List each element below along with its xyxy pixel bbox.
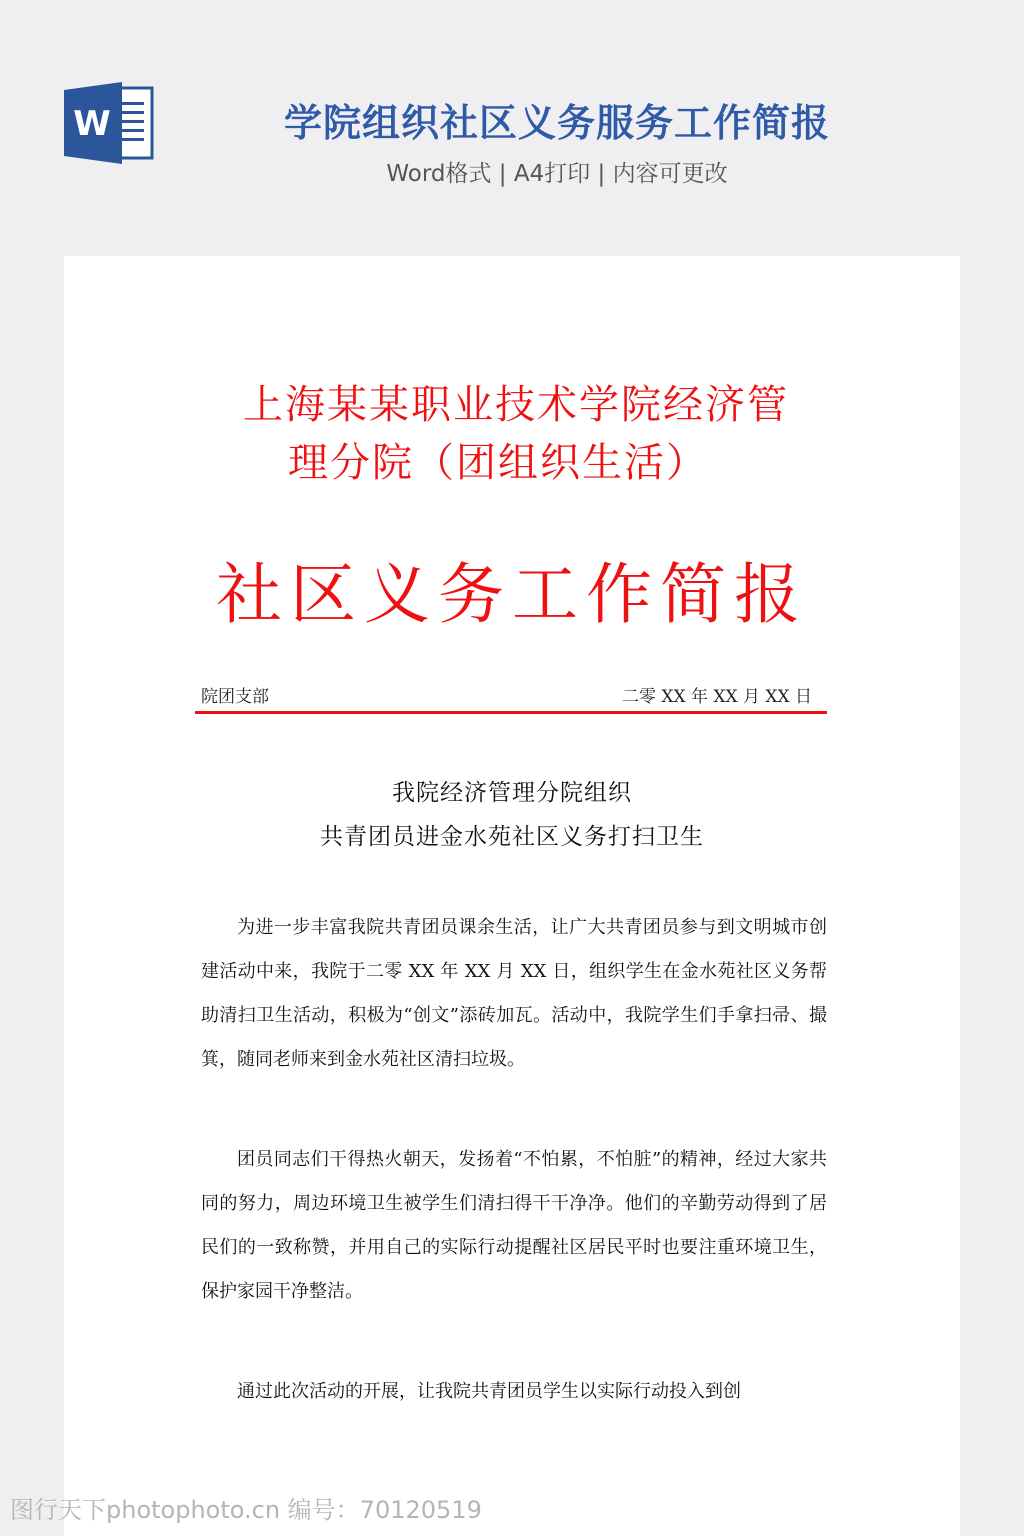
watermark: 图行天下photophoto.cn 编号：70120519 [10,1496,482,1524]
paragraph: 通过此次活动的开展，让我院共青团员学生以实际行动投入到创 [237,1381,741,1402]
word-document-icon [64,82,156,164]
red-divider [195,711,827,714]
issuer-label: 院团支部 [201,687,269,707]
institution-title [216,376,816,492]
article-heading-line-1: 我院经济管理分院组织 [392,780,632,806]
word-icon-letter: W [73,104,111,144]
bulletin-title: 社区义务工作简报 [216,556,808,633]
document-page [64,256,960,1536]
article-body [201,906,827,1414]
page-title: 学院组织社区义务服务工作简报 [283,101,830,145]
paragraph: 团员同志们干得热火朝天，发扬着“不怕累，不怕脏”的精神，经过大家共同的努力，周边环境卫生被学生们清扫得干干净净。他们的辛勤劳动得到了居民们的一致称赞，并用自己的实际行动提醒社区居民平时也要注重环境卫生，保护家园干净整洁。 [201,1149,827,1302]
page-subtitle: Word格式 | A4打印 | 内容可更改 [386,161,728,187]
article-heading [194,771,830,859]
article-heading-line-2: 共青团员进金水苑社区义务打扫卫生 [320,824,704,850]
date-label: 二零 XX 年 XX 月 XX 日 [621,687,812,707]
paragraph: 为进一步丰富我院共青团员课余生活，让广大共青团员参与到文明城市创建活动中来，我院于二零 XX 年 XX 月 XX 日，组织学生在金水苑社区义务帮助清扫卫生活动，积极为“创文”添砖加瓦。活动中，我院学生们手拿扫帚、撮箕，随同老师来到金水苑社区清扫垃圾。 [201,917,827,1070]
page-header [0,0,1024,250]
institution-title-line-1: 上海某某职业技术学院经济管 [243,382,789,428]
institution-title-line-2: 理分院（团组织生活） [288,440,708,486]
